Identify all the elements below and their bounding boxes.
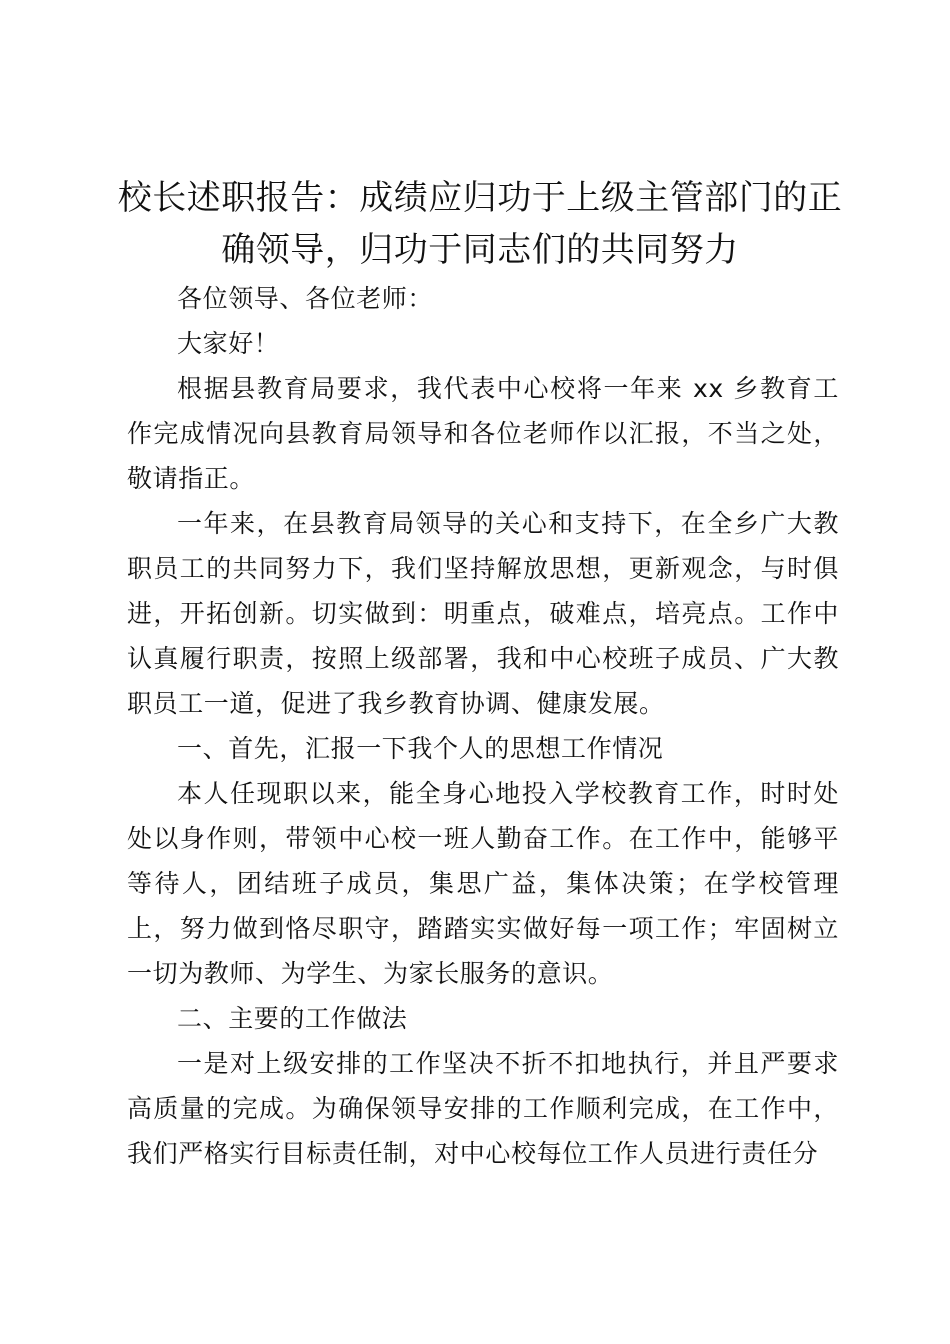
section-heading-2: 二、主要的工作做法 bbox=[177, 1004, 408, 1033]
document-title: 校长述职报告：成绩应归功于上级主管部门的正确领导，归功于同志们的共同努力 bbox=[117, 178, 843, 270]
section-1-paragraph: 本人任现职以来，能全身心地投入学校教育工作，时时处处以身作则，带领中心校一班人勤奋工作。在工作中，能够平等待人，团结班子成员，集思广益，集体决策；在学校管理上，努力做到恪尽职守，踏踏实实做好每一项工作；牢固树立一切为教师、为学生、为家长服务的意识。 bbox=[127, 779, 839, 988]
salutation: 各位领导、各位老师： bbox=[177, 284, 434, 313]
intro-paragraph: 根据县教育局要求，我代表中心校将一年来 xx 乡教育工作完成情况向县教育局领导和各位老师作以汇报，不当之处，敬请指正。 bbox=[127, 374, 839, 493]
section-heading-1: 一、首先，汇报一下我个人的思想工作情况 bbox=[177, 734, 664, 763]
greeting: 大家好！ bbox=[177, 329, 280, 358]
overview-paragraph: 一年来，在县教育局领导的关心和支持下，在全乡广大教职员工的共同努力下，我们坚持解放思想，更新观念，与时俱进，开拓创新。切实做到：明重点，破难点，培亮点。工作中认真履行职责，按照上级部署，我和中心校班子成员、广大教职员工一道，促进了我乡教育协调、健康发展。 bbox=[127, 509, 839, 718]
document-body bbox=[127, 276, 839, 1176]
section-2-paragraph: 一是对上级安排的工作坚决不折不扣地执行，并且严要求高质量的完成。为确保领导安排的工作顺利完成，在工作中，我们严格实行目标责任制，对中心校每位工作人员进行责任分 bbox=[127, 1049, 839, 1168]
